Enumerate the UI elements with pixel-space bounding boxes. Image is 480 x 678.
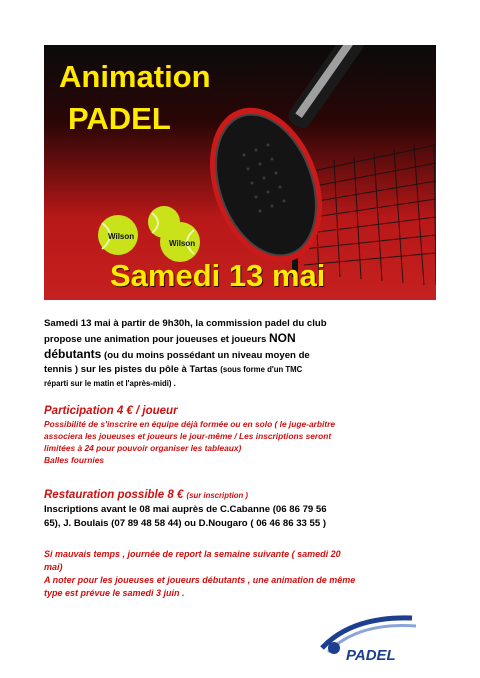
- participation-line: Balles fournies: [44, 455, 105, 465]
- weather-line: mai): [44, 562, 63, 572]
- intro-non: NON: [268, 331, 296, 345]
- intro-line: Samedi 13 mai à partir de 9h30h, la commission padel du club: [44, 318, 327, 329]
- hero-title-padel: PADEL: [68, 101, 171, 136]
- restauration-block: [44, 488, 439, 531]
- hero-title-animation: Animation: [59, 59, 211, 94]
- participation-line: associera les joueuses et joueurs le jour-même / Les inscriptions seront: [44, 431, 332, 441]
- participation-line: Possibilité de s'inscrire en équipe déjà formée ou en solo ( le juge-arbitre: [44, 419, 336, 429]
- intro-text-span: tennis ) sur les pistes du pôle à Tartas: [44, 364, 221, 375]
- weather-line: Si mauvais temps , journée de report la semaine suivante ( samedi 20: [44, 549, 341, 559]
- svg-text:Wilson: Wilson: [108, 232, 135, 241]
- intro-text-span: (ou du moins possédant un niveau moyen de: [101, 350, 310, 361]
- intro-text: [44, 317, 439, 391]
- padel-logo-graphic: [312, 608, 424, 666]
- padel-logo: [312, 608, 424, 666]
- hero-image: [44, 45, 436, 300]
- participation-block: [44, 404, 439, 466]
- intro-line: [44, 331, 439, 347]
- weather-line: type est prévue le samedi 3 juin .: [44, 588, 185, 598]
- weather-block: [44, 548, 439, 600]
- restauration-note: (sur inscription ): [186, 491, 249, 500]
- participation-line: limitées à 24 pour pouvoir organiser les tableaux): [44, 443, 242, 453]
- restauration-heading: [44, 488, 439, 503]
- tennis-balls: [98, 206, 200, 262]
- weather-line: A noter pour les joueuses et joueurs débutants , une animation de même: [44, 575, 356, 585]
- participation-title: Participation 4 € / joueur: [44, 405, 178, 417]
- intro-small: (sous forme d'un TMC: [220, 365, 303, 374]
- intro-text-span: propose une animation pour joueuses et joueurs: [44, 334, 269, 345]
- hero-date: Samedi 13 mai: [110, 258, 326, 293]
- restauration-line: 65), J. Boulais (07 89 48 58 44) ou D.Nougaro ( 06 46 86 33 55 ): [44, 518, 327, 529]
- intro-line: [44, 347, 439, 363]
- svg-text:Wilson: Wilson: [169, 239, 196, 248]
- logo-text: PADEL: [346, 647, 396, 664]
- intro-line: [44, 363, 439, 377]
- restauration-title: Restauration possible 8 €: [44, 489, 187, 501]
- intro-debutants: débutants: [44, 347, 102, 361]
- restauration-line: Inscriptions avant le 08 mai auprès de C.Cabanne (06 86 79 56: [44, 504, 327, 515]
- intro-line: réparti sur le matin et l'après-midi) .: [44, 379, 176, 388]
- racket: [190, 45, 368, 278]
